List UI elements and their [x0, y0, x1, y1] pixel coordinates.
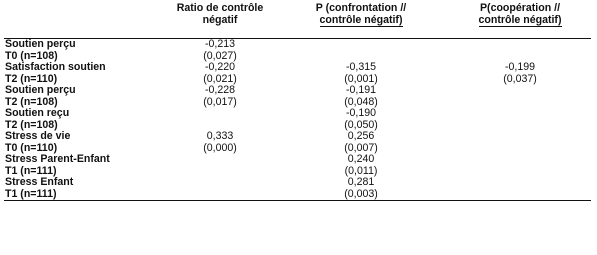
row-label: T1 (n=111): [4, 189, 167, 201]
row-label: Soutien perçu: [5, 84, 76, 96]
table-cell: (0,001): [344, 72, 378, 85]
table-cell: (0,011): [344, 164, 378, 177]
row-label: T2 (n=108): [5, 95, 58, 108]
table-cell: -0,191: [345, 84, 377, 96]
table-cell: (0,007): [344, 141, 378, 154]
table-cell: [449, 39, 591, 51]
table-cell: (0,048): [344, 95, 378, 108]
table-cell: 0,281: [347, 176, 375, 188]
table-cell: -0,213: [204, 38, 236, 50]
header-line-1: P(coopération //: [479, 2, 561, 14]
header-line-1: P (confrontation //: [315, 2, 407, 14]
table-cell: -0,228: [204, 84, 236, 96]
header-cell: [167, 3, 273, 39]
table-cell: [449, 85, 591, 97]
row-label: Stress de vie: [5, 130, 71, 142]
header-cell: [449, 3, 591, 39]
row-label: Soutien perçu: [5, 38, 76, 50]
table-cell: 0,333: [206, 130, 234, 142]
row-label: Stress Parent-Enfant: [5, 153, 110, 165]
table-cell: [449, 154, 591, 166]
header-line-2: contrôle négatif): [319, 13, 403, 26]
table-cell: [167, 154, 273, 166]
table-row: [4, 177, 591, 189]
table-cell: (0,050): [344, 118, 378, 131]
header-row: [4, 3, 591, 39]
table-row: [4, 62, 591, 74]
row-label: T1 (n=111): [5, 164, 57, 177]
table-cell: 0,240: [347, 153, 375, 165]
row-label: Satisfaction soutien: [5, 61, 106, 73]
table-row: [4, 74, 591, 86]
table-row: [4, 39, 591, 51]
header-line-2: contrôle négatif): [478, 13, 562, 26]
table-row: [4, 108, 591, 120]
table-row: [4, 166, 591, 178]
table-row: [4, 97, 591, 109]
row-label: Soutien reçu: [5, 107, 70, 119]
table-cell: [167, 177, 273, 189]
table-cell: -0,220: [204, 61, 236, 73]
table-cell: -0,190: [345, 107, 377, 119]
table-cell: (0,027): [203, 49, 237, 62]
table-cell: [449, 131, 591, 143]
correlation-table: [4, 3, 591, 201]
header-cell: [273, 3, 449, 39]
table-cell: [449, 166, 591, 178]
row-label: T2 (n=110): [5, 72, 58, 85]
table-cell: [449, 108, 591, 120]
table-cell: (0,037): [503, 72, 537, 85]
table-cell: -0,199: [504, 61, 536, 73]
table-cell: (0,021): [203, 72, 237, 85]
table-row: [4, 120, 591, 132]
table-cell: [449, 97, 591, 109]
table-cell: -0,315: [345, 61, 377, 73]
table-cell: [449, 120, 591, 132]
table-row: [4, 189, 591, 201]
table-row: [4, 85, 591, 97]
table-cell: [167, 166, 273, 178]
table-cell: (0,017): [203, 95, 237, 108]
header-line-2: négatif: [202, 13, 238, 26]
row-label: T2 (n=108): [5, 118, 58, 131]
table-cell: [449, 189, 591, 201]
table-cell: 0,256: [347, 130, 375, 142]
table-row: [4, 154, 591, 166]
table-cell: [273, 39, 449, 51]
table-row: [4, 131, 591, 143]
header-line-1: Ratio de contrôle: [176, 2, 264, 14]
table-cell: [449, 177, 591, 189]
row-label: Stress Enfant: [5, 176, 74, 188]
table-cell: (0,000): [203, 141, 237, 154]
table-cell: (0,003): [273, 189, 449, 201]
row-label: T0 (n=108): [5, 49, 58, 62]
row-label: T0 (n=110): [5, 141, 58, 154]
table-cell: [449, 143, 591, 155]
table-cell: [167, 189, 273, 201]
table-cell: [167, 108, 273, 120]
header-cell: [4, 3, 167, 39]
